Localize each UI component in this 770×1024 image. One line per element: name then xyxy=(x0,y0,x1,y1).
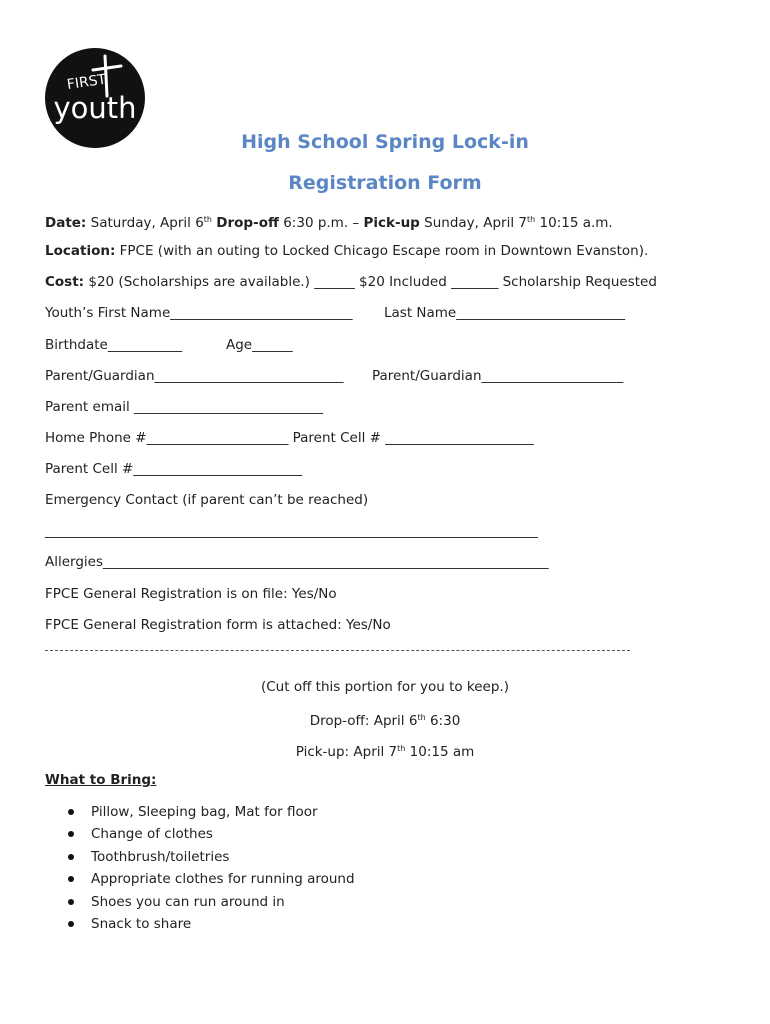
list-item-text: Snack to share xyxy=(91,915,192,932)
parent-cell-field[interactable]: Parent Cell #_________________________ xyxy=(45,461,303,477)
list-item xyxy=(45,824,355,846)
location-text: FPCE (with an outing to Locked Chicago Escape room in Downtown Evanston). xyxy=(119,243,649,259)
list-item xyxy=(45,847,355,869)
list-item-text: Change of clothes xyxy=(91,826,213,843)
keep-dropoff-time: 6:30 xyxy=(429,713,461,729)
keep-pickup-suffix: th xyxy=(397,744,406,753)
list-item-text: Shoes you can run around in xyxy=(91,893,285,910)
allergies-field[interactable]: Allergies__________________________________________________________________ xyxy=(45,554,549,570)
cost-line xyxy=(45,274,657,290)
keep-pickup-date: Pick-up: April 7 xyxy=(295,744,398,760)
registration-on-file[interactable]: FPCE General Registration is on file: Yes/No xyxy=(45,586,337,602)
list-item-text: Pillow, Sleeping bag, Mat for floor xyxy=(91,804,318,820)
bullet-icon xyxy=(68,921,74,927)
first-name-field[interactable]: Youth’s First Name___________________________ xyxy=(45,305,353,321)
date-day-suffix: th xyxy=(203,215,212,224)
bullet-icon xyxy=(68,854,74,860)
keep-dropoff-date: Drop-off: April 6 xyxy=(309,713,418,729)
emergency-contact-label: Emergency Contact (if parent can’t be reached) xyxy=(45,492,369,508)
cut-line-divider xyxy=(45,650,630,651)
list-item-text: Toothbrush/toiletries xyxy=(91,848,230,865)
location-label: Location: xyxy=(45,243,116,259)
what-to-bring-heading: What to Bring: xyxy=(45,772,157,788)
list-item xyxy=(45,869,355,891)
keep-dropoff xyxy=(0,710,770,729)
form-title-line2: Registration Form xyxy=(288,172,482,194)
parent-email-field[interactable]: Parent email ____________________________ xyxy=(45,399,324,415)
pickup-day-suffix: th xyxy=(527,215,536,224)
list-item-text: Appropriate clothes for running around xyxy=(91,871,355,888)
cutoff-note: (Cut off this portion for you to keep.) xyxy=(260,679,509,695)
bullet-icon xyxy=(68,899,74,905)
date-line xyxy=(45,212,613,231)
pickup-day: Sunday, April 7 xyxy=(424,215,527,231)
registration-attached[interactable]: FPCE General Registration form is attached: Yes/No xyxy=(45,617,391,633)
keep-dropoff-suffix: th xyxy=(417,713,426,722)
form-title-line1: High School Spring Lock-in xyxy=(241,131,529,153)
pickup-time: 10:15 a.m. xyxy=(539,215,613,231)
keep-pickup xyxy=(0,741,770,760)
keep-pickup-time: 10:15 am xyxy=(409,744,475,760)
list-item xyxy=(45,914,355,936)
emergency-contact-field[interactable]: _________________________________________________________________________ xyxy=(45,523,538,539)
age-field[interactable]: Age______ xyxy=(226,337,293,353)
bullet-icon xyxy=(68,876,74,882)
guardian1-field[interactable]: Parent/Guardian____________________________ xyxy=(45,368,344,384)
date-label: Date: xyxy=(45,215,87,231)
list-item xyxy=(45,802,355,824)
pickup-label: Pick-up xyxy=(363,215,420,231)
logo-word-youth: youth xyxy=(53,91,137,125)
what-to-bring-list xyxy=(45,802,355,936)
bullet-icon xyxy=(68,831,74,837)
dropoff-label: Drop-off xyxy=(216,215,279,231)
bullet-icon xyxy=(68,809,74,815)
birthdate-field[interactable]: Birthdate___________ xyxy=(45,337,183,353)
guardian2-field[interactable]: Parent/Guardian_____________________ xyxy=(372,368,624,384)
last-name-field[interactable]: Last Name_________________________ xyxy=(384,305,625,321)
dropoff-time: 6:30 p.m. – xyxy=(283,215,360,231)
logo-word-first: FIRST xyxy=(65,71,108,94)
cost-label: Cost: xyxy=(45,274,85,290)
list-item xyxy=(45,892,355,914)
cost-text[interactable]: $20 (Scholarships are available.) ______ $20 Included _______ Scholarship Requested xyxy=(88,274,657,290)
date-day: Saturday, April 6 xyxy=(90,215,204,231)
location-line xyxy=(45,243,648,259)
home-phone-field[interactable]: Home Phone #_____________________ Parent Cell # ______________________ xyxy=(45,430,534,446)
